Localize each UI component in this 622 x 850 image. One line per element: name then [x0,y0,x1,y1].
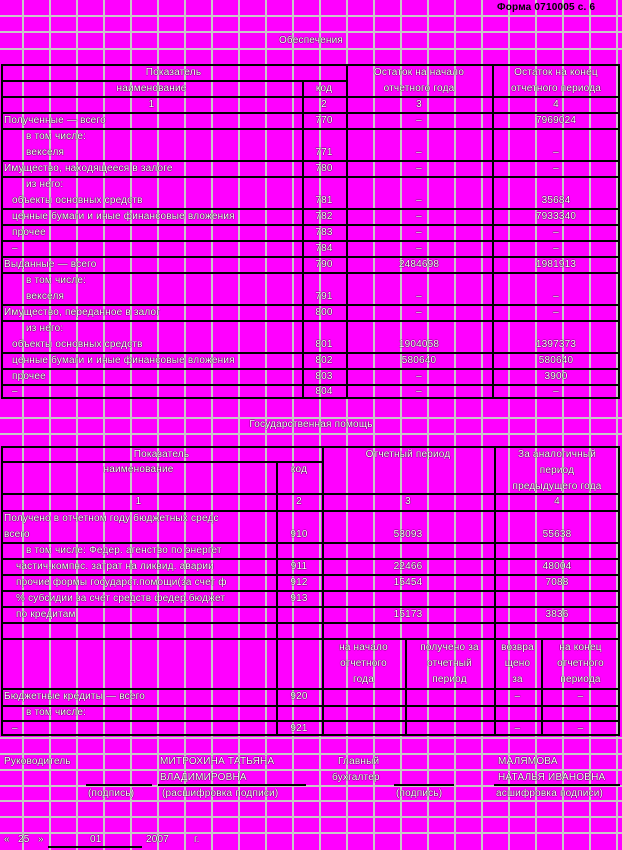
row-code: 800 [315,307,333,318]
row-name: по кредитам [16,609,76,620]
row-name: из него: [26,179,64,190]
accountant-label: Главный [338,756,380,767]
date-year: 2007 [146,834,170,845]
row-end: – [553,163,559,174]
sub-header-returned: возвра [501,642,534,653]
row-begin: – [416,386,422,397]
row-prev: 7088 [545,577,569,588]
sub-header-begin: отчетного [340,658,387,669]
row-code: 803 [315,371,333,382]
section-title-state-aid: Государственная помощь [249,419,373,430]
row-name: прочее [12,371,46,382]
row-end: 3900 [544,371,568,382]
row-border [1,320,620,322]
row-name: в том числе: [26,707,87,718]
row-name: Бюджетные кредиты — всего [4,691,146,702]
row-border [1,368,620,370]
row-name: в том числе: Федер. агенство по энергет [26,545,222,556]
row-border [1,720,620,722]
grid-line [0,800,622,802]
row-period: 53093 [393,529,423,540]
row-name: векселя [26,147,65,158]
row-begin: – [416,211,422,222]
row-name: % субсидии за счет средств федер.бюджет [16,593,226,604]
row-code: 782 [315,211,333,222]
row-border [1,160,620,162]
col-header-end: Остаток на конец [514,67,598,78]
row-code: 913 [290,593,308,604]
row-code: 784 [315,243,333,254]
signature-line [158,784,306,786]
row-code: 781 [315,195,333,206]
row-begin: – [416,371,422,382]
row-end: – [553,227,559,238]
col-number: 2 [321,99,327,110]
row-end: 1397373 [535,339,577,350]
row-border [1,256,620,258]
row-border [1,224,620,226]
date-suffix: г. [194,834,200,845]
signature-line [494,784,620,786]
sub-header-end: периода [560,674,601,685]
row-border [1,606,620,608]
col-number: 1 [135,496,142,507]
row-name: – [12,243,18,254]
head-name: МИТРОХИНА ТАТЬЯНА [160,756,275,767]
row-name: – [12,386,18,397]
row-border [1,304,620,306]
row-border [1,590,620,592]
table-border [1,493,620,495]
row-border [1,622,620,624]
sub-header-received: получено за [420,642,479,653]
row-name: объекты основных средств [12,195,143,206]
row-begin: 1904058 [398,339,440,350]
signature-caption: (подпись) [396,788,443,799]
col-header-prev: За аналогичный [517,449,597,460]
row-border [1,352,620,354]
col-header-code: код [290,464,308,475]
row-name: Имущество, находящееся в залоге [4,163,173,174]
row-end: – [553,307,559,318]
col-number: 2 [296,496,302,507]
row-begin: – [416,291,422,302]
sub-header-begin: года [353,674,374,685]
grid-line [0,15,622,17]
row-border [1,208,620,210]
row-name: в том числе: [26,131,87,142]
row-name: Получено в отчетном году бюджетных средс [4,513,219,524]
row-code: 791 [315,291,333,302]
head-name: ВЛАДИМИРОВНА [160,772,247,783]
sub-header-returned: щено [504,658,531,669]
row-prev: 48004 [542,561,572,572]
row-code: 801 [315,339,333,350]
row-name: Полученные — всего [4,115,106,126]
sub-header-end: на конец [559,642,602,653]
sub-header-returned: за [512,674,523,685]
accountant-name: НАТАЛЬЯ ИВАНОВНА [498,772,606,783]
row-returned: – [514,723,521,734]
row-border [1,176,620,178]
date-month: 01 [90,834,102,845]
row-code: 920 [290,691,308,702]
col-header-code: код [315,83,333,94]
row-end: – [553,291,559,302]
table-border [1,461,323,463]
row-code: 921 [290,723,308,734]
grid-line [0,48,622,50]
row-end: – [577,691,584,702]
row-begin: – [416,227,422,238]
decode-caption: асшифровка подписи) [496,788,604,799]
table-border [1,510,620,512]
col-number: 4 [553,99,559,110]
date-quote-open: « [4,834,10,845]
row-end: 7933340 [535,211,577,222]
col-header-indicator: Показатель [133,449,190,460]
row-begin: – [416,195,422,206]
row-end: – [577,723,584,734]
row-name: Имущество, переданное в залог [4,307,161,318]
col-header-indicator: Показатель [145,67,202,78]
row-begin: – [416,163,422,174]
grid-line [0,31,622,33]
row-border [1,240,620,242]
sub-header-begin: на начало [339,642,388,653]
grid-line [0,816,622,818]
row-end: 580640 [538,355,574,366]
col-header-name: наименование [103,464,174,475]
form-number: Форма 0710005 с. 6 [497,2,596,13]
date-underline [48,846,142,848]
sub-header-end: отчетного [557,658,604,669]
row-border [1,128,620,130]
grid-line [0,769,622,771]
row-name: ценные бумаги и иные финансовые вложения [12,355,235,366]
row-code: 780 [315,163,333,174]
row-name: прочие формы государст.помощи(за счет ф [16,577,227,588]
row-code: 911 [290,561,308,572]
row-prev: 3836 [545,609,569,620]
row-name: частич.компнс. затрат на ликвид. аварии [16,561,214,572]
row-name: в том числе: [26,275,87,286]
col-header-prev-2: период [539,465,575,476]
row-end: – [553,147,559,158]
row-begin: 2484698 [398,259,440,270]
row-border [1,542,620,544]
row-code: 802 [315,355,333,366]
col-number: 3 [405,496,411,507]
col-header-begin-2: отчетного года [383,83,455,94]
col-header-prev-3: предыдущего года [512,481,602,492]
row-border [1,272,620,274]
row-code: 770 [315,115,333,126]
row-begin: – [416,147,422,158]
section-title-security: Обеспечения [278,35,344,46]
grid-line [0,433,622,435]
col-number: 4 [554,496,560,507]
row-code: 910 [290,529,308,540]
accountant-name: МАЛЯМОВА [498,756,558,767]
col-header-begin: Остаток на начало [373,67,465,78]
row-end: – [553,386,559,397]
table-border [1,112,620,114]
row-border [1,688,620,690]
col-number: 3 [416,99,422,110]
row-name: всего [4,529,30,540]
head-label: Руководитель [4,756,71,767]
row-period: 22466 [393,561,423,572]
date-quote-close: » [38,834,44,845]
col-number: 1 [148,99,155,110]
row-end: 7969024 [535,115,577,126]
row-period: 15173 [393,609,423,620]
row-period: 15454 [393,577,423,588]
row-name: прочее [12,227,46,238]
col-header-period: Отчетный период [365,449,451,460]
row-begin: – [416,243,422,254]
row-code: 804 [315,386,333,397]
row-returned: – [514,691,521,702]
grid-line [0,753,622,755]
row-name: из него: [26,323,64,334]
row-begin: – [416,115,422,126]
row-name: – [12,723,18,734]
row-name: Выданные — всего [4,259,97,270]
sub-header-received: период [432,674,467,685]
row-code: 783 [315,227,333,238]
signature-line [394,784,454,786]
row-name: векселя [26,291,65,302]
row-name: ценные бумаги и иные финансовые вложения [12,211,235,222]
row-end: – [553,243,559,254]
row-border [1,558,620,560]
row-begin: – [416,307,422,318]
row-border [1,638,620,640]
date-day: 25 [18,834,30,845]
row-begin: 580640 [401,355,437,366]
signature-line [86,784,152,786]
row-prev: 55638 [542,529,572,540]
row-border [1,574,620,576]
row-code: 790 [315,259,333,270]
signature-caption: (подпись) [88,788,135,799]
row-name: объекты основных средств [12,339,143,350]
row-code: 771 [315,147,333,158]
col-header-end-2: отчетного периода [510,83,602,94]
accountant-label: бухгалтер [332,772,380,783]
table-border [1,96,620,98]
sub-header-received: отчетный [427,658,472,669]
decode-caption: (расшифровка подписи) [162,788,279,799]
col-header-name: наименование [116,83,187,94]
row-code: 912 [290,577,308,588]
table-border [1,80,347,82]
grid-line [0,737,622,739]
row-end: 35684 [541,195,571,206]
row-border [1,705,620,707]
row-end: 1981913 [535,259,577,270]
